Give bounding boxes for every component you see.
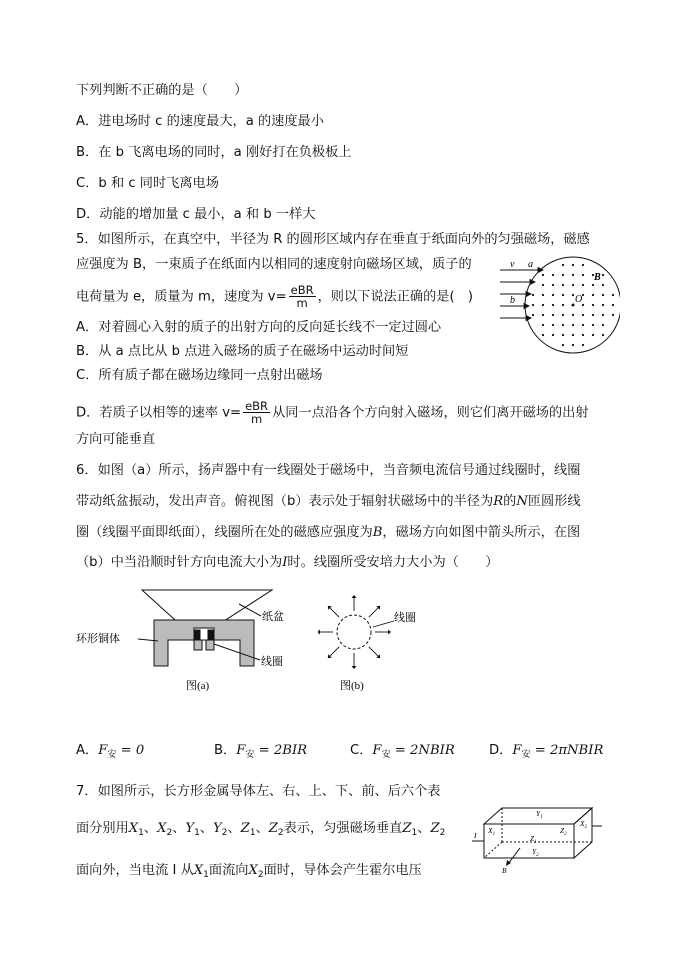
copper-ring [154,620,254,666]
x1-label: X [488,826,493,835]
field-dot [572,264,574,266]
q6-text: （b）中当沿顺时针方向电流大小为 [76,555,283,570]
svg-text:Z1 [530,834,537,845]
q7-text: 面流向 [208,863,249,878]
option-expression: = 2BIR [258,743,308,758]
sep: 、 [172,821,186,836]
q6-stem-line3 [76,524,580,542]
option-label: C． [350,743,373,758]
svg-text:X2 [579,819,588,830]
z2-label: Z [560,826,565,835]
field-dot [602,314,604,316]
sym: Y [185,821,195,836]
field-dot [532,304,534,306]
field-dot [552,294,554,296]
field-dot [612,294,614,296]
q6-text: 带动纸盆振动，发出声音。俯视图（b）表示处于辐射状磁场中的半径为 [76,494,494,509]
q4-option-c: C．b 和 c 同时飞离电场 [76,176,219,191]
field-dot [602,324,604,326]
field-dot [542,274,544,276]
radial-arrow-head [388,630,391,635]
sym: X [128,821,139,836]
hall-effect-figure [472,802,602,874]
field-dot [562,344,564,346]
q7-text: 面向外，当电流 I 从 [76,863,194,878]
coil-label: 线圈 [261,656,283,668]
fraction-numerator: eBR [290,283,314,297]
field-dot [592,314,594,316]
radial-arrow-head [318,630,320,635]
field-dot [542,334,544,336]
q6-stem-line4 [76,554,498,572]
speaker-figure-b [318,594,438,694]
sym-sub: 1 [249,828,256,838]
radial-arrow-shaft [330,608,339,617]
center-label: O [575,294,583,305]
force-symbol: F [98,743,108,758]
field-dot [542,304,544,306]
sym: X [157,821,167,836]
q6-option-c [350,742,455,764]
sym: Z [268,821,278,836]
field-dot [582,274,584,276]
z1-sub: 1 [534,840,537,845]
field-dot [582,284,584,286]
q4-stem-end: 下列判断不正确的是（ ） [76,83,248,98]
sym-sub: 2 [439,828,446,838]
coil-label: 线圈 [394,612,416,624]
leader-coil [373,621,394,627]
velocity-fraction-2 [243,400,270,425]
coil-right [208,630,213,640]
field-dot [532,314,534,316]
field-dot [602,334,604,336]
field-dot [602,284,604,286]
sep: 、 [199,821,214,836]
svg-text:Z2 [560,826,567,837]
sym: Z [430,821,440,836]
field-dot [582,324,584,326]
y2-label: Y [532,847,537,856]
sep: 、 [417,821,431,836]
force-symbol: F [512,743,522,758]
q7-text: 面时，导体会产生霍尔电压 [263,863,422,878]
radial-arrow-shaft [369,647,378,656]
field-arrow [508,848,520,864]
coil-circle [337,615,371,649]
x2-sub: 2 [584,825,588,830]
field-dot [562,314,564,316]
field-dot [562,284,564,286]
sep: 、 [143,821,158,836]
field-dot [552,324,554,326]
field-dot [532,294,534,296]
field-dot [542,294,544,296]
field-dot [562,264,564,266]
field-dot [572,274,574,276]
option-expression: = 2πNBIR [534,743,604,758]
sep: 、 [255,821,269,836]
y1-label: Y [536,809,541,818]
q6-stem-line2 [76,493,581,511]
force-symbol: F [372,743,382,758]
option-label: D． [489,743,513,758]
q5-option-d-line2: 方向可能垂直 [76,432,156,447]
q5-stem-text: 电荷量为 e，质量为 m，速度为 v= [76,289,287,305]
field-dot [552,314,554,316]
q5-option-d-text-end: 从同一点沿各个方向射入磁场，则它们离开磁场的出射 [272,405,589,421]
q6-text: 圈（线圈平面即纸面），线圈所在处的磁感应强度为 [76,525,373,540]
velocity-label: v [510,259,515,270]
y2-sub: 2 [536,853,539,858]
field-dot [572,344,574,346]
radial-arrow-head [352,595,357,598]
q6-stem-line1: 6．如图（a）所示，扬声器中有一线圈处于磁场中，当音频电流信号通过线圈时，线圈 [76,463,581,478]
field-dot [592,334,594,336]
sym-sub: 2 [257,870,264,880]
q7-text: 表示，匀强磁场垂直 [283,821,403,836]
field-dot [582,334,584,336]
sym-sub: 2 [221,828,228,838]
radius-symbol: R [493,494,504,509]
field-dot [592,304,594,306]
x1-sub: 1 [492,832,496,837]
sym-sub: 1 [411,828,418,838]
q5-stem-line1: 5．如图所示，在真空中，半径为 R 的圆形区域内存在垂直于纸面向外的匀强磁场，磁感 [76,232,590,247]
q7-stem-line2 [76,820,445,842]
q4-option-a: A．进电场时 c 的速度最大，a 的速度最小 [76,114,324,129]
field-dot [592,294,594,296]
paper-cone-label: 纸盆 [262,611,284,623]
field-dot [572,334,574,336]
sym: Z [402,821,412,836]
field-dot [572,294,574,296]
force-subscript: 安 [381,750,391,760]
field-dot [572,314,574,316]
q7-stem-line3 [76,862,422,884]
q6-option-a [76,742,144,764]
x2-label: X [580,819,585,828]
z2-sub: 2 [564,832,567,837]
field-dot [552,274,554,276]
field-dot [562,324,564,326]
field-dot [602,294,604,296]
q6-text: 的 [503,494,517,509]
velocity-fraction [289,284,316,309]
hidden-edge [484,842,502,858]
q7-stem-line1: 7．如图所示，长方形金属导体左、右、上、下、前、后六个表 [76,784,441,799]
q6-text: 时。线圈所受安培力大小为（ ） [287,555,499,570]
field-dot [592,324,594,326]
field-dot [562,304,564,306]
radial-field-arrows [318,595,391,669]
field-dot [602,274,604,276]
field-dot [542,314,544,316]
option-expression: = 2NBIR [394,743,455,758]
field-dot [592,284,594,286]
q5-stem-line2: 应强度为 B，一束质子在纸面内以相同的速度射向磁场区域，质子的 [76,257,472,272]
turns-symbol: N [516,494,528,509]
leader-cone [239,604,261,616]
force-symbol: F [236,743,246,758]
q5-magnetic-field-figure [500,250,620,368]
force-subscript: 安 [107,750,117,760]
field-dot [562,334,564,336]
force-subscript: 安 [245,750,255,760]
field-dot [562,274,564,276]
option-expression: = 0 [120,743,145,758]
speaker-figure-a [74,586,314,696]
q5-option-c: C．所有质子都在磁场边缘同一点射出磁场 [76,368,323,383]
coil-left [195,630,200,640]
sym: X [193,863,204,878]
field-dot [552,284,554,286]
z1-label: Z [530,834,535,843]
q6-option-b [214,742,307,764]
sym-sub: 1 [194,828,200,838]
q5-stem-text-end: ，则以下说法正确的是( ) [317,289,473,305]
field-dot [602,304,604,306]
option-label: A． [76,743,99,758]
field-dot [562,294,564,296]
field-dot [582,314,584,316]
y1-sub: 1 [540,815,543,820]
field-dot [542,284,544,286]
field-dot [552,304,554,306]
field-label: B [502,866,507,874]
option-label: B． [214,743,237,758]
point-b-label: b [510,295,515,306]
radial-arrow-shaft [330,647,339,656]
sym-sub: 1 [203,870,209,880]
fraction-denominator: m [250,412,263,426]
sym-sub: 2 [277,828,284,838]
q5-option-b: B．从 a 点比从 b 点进入磁场的质子在磁场中运动时间短 [76,344,409,359]
copper-label: 环形铜体 [76,633,120,645]
field-label: B [594,272,601,283]
field-dot [582,344,584,346]
current-symbol: I [282,555,288,570]
q5-option-d-text: D．若质子以相等的速率 v= [76,405,242,421]
figure-a-caption: 图(a) [186,680,210,692]
force-subscript: 安 [521,750,531,760]
q4-option-d: D．动能的增加量 c 最小，a 和 b 一样大 [76,207,316,222]
sym: Z [240,821,250,836]
field-symbol: B [372,525,383,540]
field-dot [542,324,544,326]
svg-text:X1 [487,826,495,837]
q5-stem-line3 [76,284,473,309]
field-dot [572,284,574,286]
fraction-denominator: m [296,296,308,310]
q5-option-a: A．对着圆心入射的质子的出射方向的反向延长线不一定过圆心 [76,320,442,335]
q6-option-d [489,742,603,764]
q6-text: 匝圆形线 [527,494,581,509]
fraction-numerator: eBR [245,399,269,413]
incoming-arrows [500,268,543,321]
field-dot [552,334,554,336]
sym-sub: 2 [166,828,173,838]
sym: Y [213,821,222,836]
svg-text:Y1 [536,809,543,820]
box-right [574,808,592,858]
radial-arrow-head [352,666,357,669]
field-dot [582,264,584,266]
q4-option-b: B．在 b 飞离电场的同时，a 刚好打在负极板上 [76,145,352,160]
figure-b-caption: 图(b) [340,680,364,692]
svg-text:Y2 [532,847,539,858]
sep: 、 [227,821,241,836]
point-a-label: a [528,259,533,270]
radial-arrow-shaft [369,608,378,617]
field-dot [572,324,574,326]
q5-option-d [76,400,589,425]
q7-text: 面分别用 [76,821,129,836]
sym: X [248,863,258,878]
current-label: I [474,831,477,840]
q6-text: ，磁场方向如图中箭头所示，在图 [382,525,581,540]
sym-sub: 1 [138,828,144,838]
field-dot [612,314,614,316]
field-dot [612,304,614,306]
